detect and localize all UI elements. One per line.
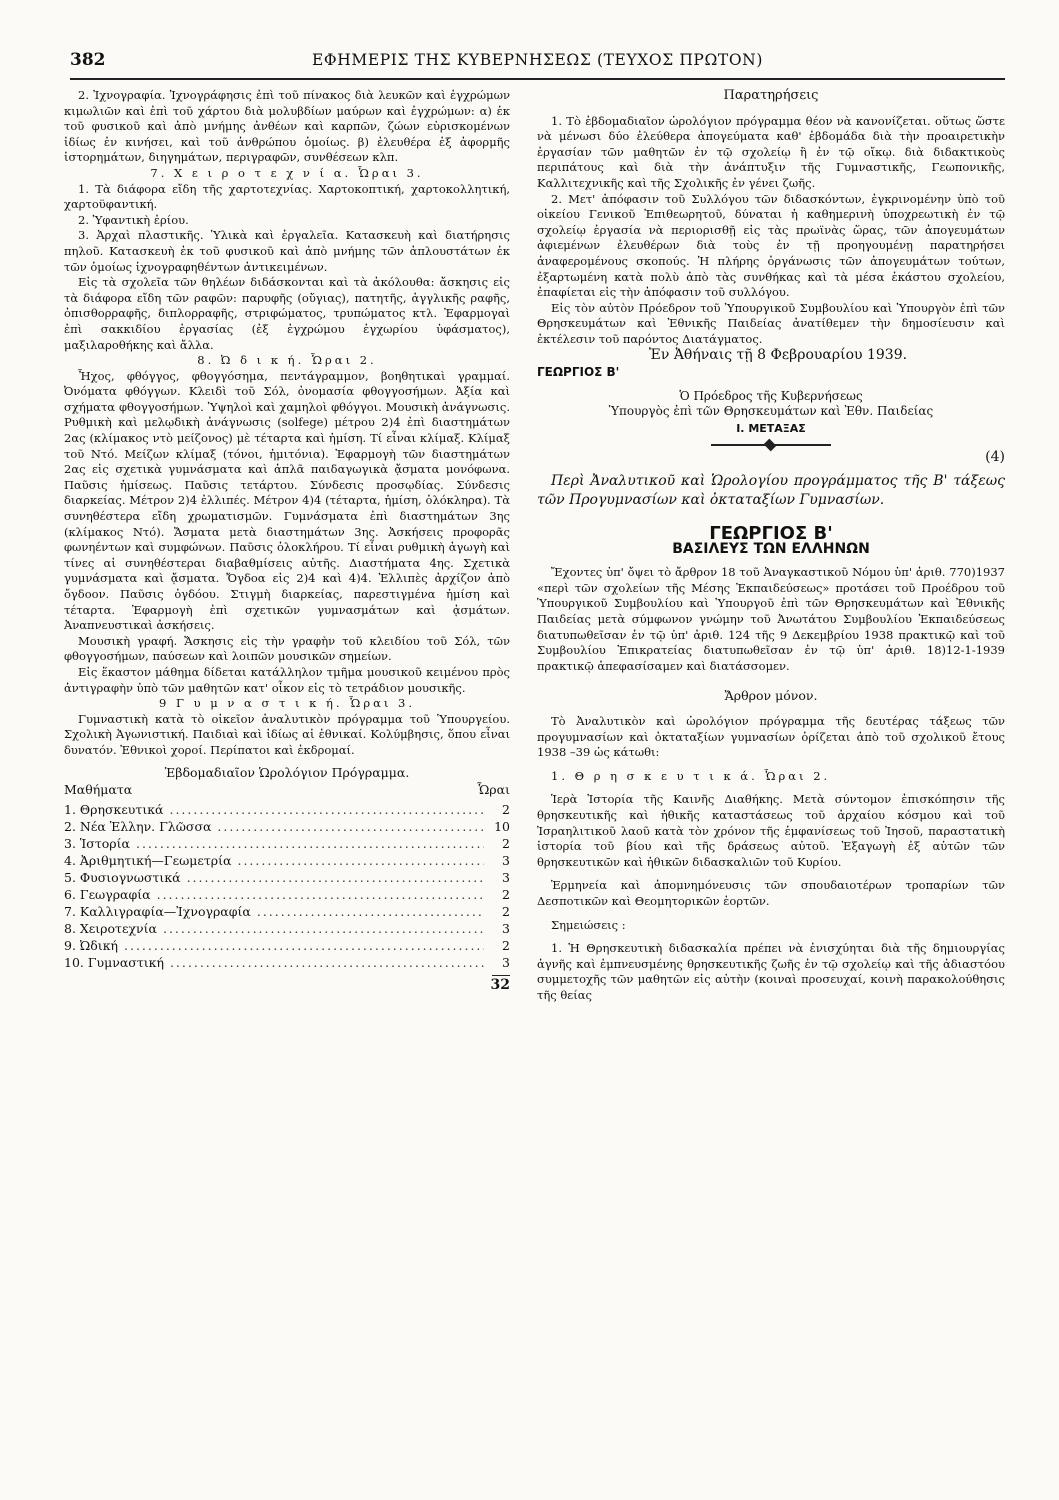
hours-cell: 2 — [502, 835, 510, 851]
drawing-paragraph: 2. Ἰχνογραφία. Ἰχνογράφησις ἐπὶ τοῦ πίνακος διὰ λευκῶν καὶ ἐγχρώμων κιμωλιῶν καὶ ἐπὶ τοῦ χάρτου διὰ μολυβδίων μαύρων καὶ ἐγχρώμων: α) ἐκ τοῦ φυσικοῦ καὶ ἀπὸ μνήμης ἀνθέων καὶ καρπῶν, ζώων εὑρισκομένων ἰδίως ἐν κινήσει, καὶ τοῦ ἀνθρώπου ὁμοίως. β) ἐλευθέρα ἐξ ἀφορμῆς ἱστορημάτων, διηγημάτων, περιγραφῶν, συνθέσεων κλπ. — [64, 88, 510, 165]
table-row — [64, 903, 510, 920]
subject-cell: 3. Ἱστορία — [64, 835, 130, 851]
table-row — [64, 954, 510, 971]
subject-cell: 7. Καλλιγραφία—Ἰχνογραφία — [64, 903, 251, 919]
leader-dots — [169, 801, 484, 818]
assignment-paragraph: Εἰς τὸν αὐτὸν Πρόεδρον τοῦ Ὑπουργικοῦ Συμβουλίου καὶ Ὑπουργὸν ἐπὶ τῶν Θρησκευμάτων καὶ Ἐθνικῆς Παιδείας ἀνατίθεμεν τὴν δημοσίευσιν καὶ ἐκτέλεσιν τοῦ παρόντος Διατάγματος. — [537, 300, 1005, 346]
subject-cell: 9. Ὠδική — [64, 937, 118, 953]
leader-dots — [124, 937, 484, 954]
remarks-title: Παρατηρήσεις — [723, 88, 819, 103]
leader-dots — [163, 920, 484, 937]
remark-1: 1. Τὸ ἑβδομαδιαῖον ὡρολόγιον πρόγραμμα θέον νὰ κανονίζεται. οὕτως ὥστε νὰ μένωσι δύο ἐλεύθερα ἀπογεύματα καθ' ἑβδομάδα διὰ τὴν προαιρετικὴν ἐργασίαν τῶν μαθητῶν ἐν τῷ σχολείῳ ἢ ἐν τῷ οἴκῳ. διὰ διδακτικοὺς περιπάτους καὶ διὰ τὴν ἀνάπτυξιν τῆς Γυμναστικῆς, Γεωπονικῆς, Καλλιτεχνικῆς καὶ τῆς Σχολικῆς ἐν γένει ζωῆς. — [537, 113, 1005, 190]
leader-dots — [217, 818, 484, 835]
table-row — [64, 937, 510, 954]
hours-cell: 2 — [502, 903, 510, 919]
decree-date: Ἐν Ἀθήναις τῇ 8 Φεβρουαρίου 1939. — [648, 346, 908, 363]
music-writing-paragraph: Μουσικὴ γραφή. Ἄσκησις εἰς τὴν γραφὴν τοῦ κλειδίου τοῦ Σόλ, τῶν φθογγοσήμων, παύσεων καὶ λοιπῶν μουσικῶν σημείων. — [64, 633, 510, 664]
signer-name: Ι. ΜΕΤΑΞΑΣ — [736, 421, 806, 435]
hours-cell: 10 — [494, 818, 510, 834]
gymnastics-heading: 9 Γ υ μ ν α σ τ ι κ ή. Ὧραι 3. — [159, 696, 415, 711]
right-column — [537, 88, 1005, 1004]
handicraft-paper: 1. Τὰ διάφορα εἴδη τῆς χαρτοτεχνίας. Χαρτοκοπτική, χαρτοκολλητική, χαρτοϋφαντική. — [64, 181, 510, 212]
table-row — [64, 852, 510, 869]
hours-cell: 3 — [502, 954, 510, 970]
total-rule — [492, 975, 510, 976]
music-homework-paragraph: Εἰς ἕκαστον μάθημα δίδεται κατάλληλον τμῆμα μουσικοῦ κειμένου πρὸς ἀντιγραφὴν ὑπὸ τῶν μαθητῶν κατ' οἶκον εἰς τὸ τετράδιον μουσικῆς. — [64, 664, 510, 695]
left-column — [64, 88, 510, 993]
table-row — [64, 869, 510, 886]
schedule-subject-header: Μαθήματα — [64, 782, 133, 798]
signer-role-1: Ὁ Πρόεδρος τῆς Κυβερνήσεως — [679, 388, 863, 403]
remark-2: 2. Μετ' ἀπόφασιν τοῦ Συλλόγου τῶν διδασκόντων, ἐγκρινομένην ὑπὸ τοῦ οἰκείου Γενικοῦ Ἐπιθεωρητοῦ, δύναται ἡ καθημερινὴ ὑποχρεωτικὴ ἐν τῷ σχολείῳ ἐργασία νὰ περιορισθῇ εἰς τὰς πρωϊνὰς ὥρας, τῶν ἀπογευμάτων ἀφιεμένων ἐλευθέρων διὰ τοὺς ἐν τῇ προηγουμένῃ παρατηρήσει ἀναφερομένους σκοπούς. Ἡ πλήρης ὀργάνωσις τῶν ἀπογευμάτων τούτων, ἐξαρτωμένη κατὰ πολὺ ἀπὸ τὰς συνθήκας καὶ τὰ μέσα ἑκάστου σχολείου, ἐπαφίεται εἰς τὴν ἀπόφασιν τοῦ συλλόγου. — [537, 191, 1005, 300]
hours-cell: 3 — [502, 852, 510, 868]
schedule-title: Ἑβδομαδιαῖον Ὡρολόγιον Πρόγραμμα. — [164, 764, 410, 780]
leader-dots — [170, 954, 484, 971]
section-divider — [711, 444, 831, 446]
girls-schools-paragraph: Εἰς τὰ σχολεῖα τῶν θηλέων διδάσκονται καὶ τὰ ἀκόλουθα: ἄσκησις εἰς τὰ διάφορα εἴδη τῶν ραφῶν: παρυφῆς (οὔγιας), πατητῆς, ἀγγλικῆς ραφῆς, ὀπισθορραφῆς, διπλορραφῆς, στριφώματος, τρυπώματος κτλ. Ἐφαρμογαὶ ἐπὶ σακκιδίου ἐργασίας (ἐξ ἐγχρώμου ἐγχωρίου ὑφάσματος), μαξιλαροθήκης καὶ ἄλλα. — [64, 275, 510, 352]
preamble-paragraph: Ἔχοντες ὑπ' ὄψει τὸ ἄρθρον 18 τοῦ Ἀναγκαστικοῦ Νόμου ὑπ' ἀριθ. 770)1937 «περὶ τῶν σχολείων τῆς Μέσης Ἐκπαιδεύσεως» προτάσει τοῦ Προέδρου τοῦ Ὑπουργικοῦ Συμβουλίου καὶ Ὑπουργοῦ ἐπὶ τῶν Θρησκευμάτων καὶ Ἐθνικῆς Παιδείας μετὰ σύμφωνον γνώμην τοῦ Ἀνωτάτου Συμβουλίου Ἐκπαιδεύσεως διατυπωθεῖσαν ἐν τῷ ὑπ' ἀριθ. 124 τῆς 9 Δεκεμβρίου 1938 πρακτικῷ καὶ τοῦ Συμβουλίου Ἐπικρατείας διατυπωθεῖσαν ἐν τῷ ὑπ' ἀριθ. 18)12-1-1939 πρακτικῷ ἀπεφασίσαμεν καὶ διατάσσομεν. — [537, 565, 1005, 673]
hours-cell: 2 — [502, 886, 510, 902]
note-1: 1. Ἡ Θρησκευτικὴ διδασκαλία πρέπει νὰ ἐνισχύηται διὰ τῆς δημιουργίας ἁγνῆς καὶ ἐμπνευσμένης θρησκευτικῆς ζωῆς ἐν τῷ σχολείῳ καὶ τῆς ἀδιαστόου συμμετοχῆς τῶν μαθητῶν εἰς αὐτὴν (κοιναὶ προσευχαί, κοινὴ παρακολούθησις τῆς θείας — [537, 941, 1005, 1002]
table-row — [64, 801, 510, 818]
music-paragraph: Ἦχος, φθόγγος, φθογγόσημα, πεντάγραμμον, βοηθητικαὶ γραμμαί. Ὀνόματα φθόγγων. Κλειδὶ τοῦ Σόλ, ὀνομασία φθογγοσήμων. Ἀξία καὶ σχήματα φθογγοσήμων. Ὑψηλοὶ καὶ χαμηλοὶ φθόγγοι. Μουσικὴ ἀνάγνωσις. Ρυθμικὴ καὶ μελῳδικὴ ἀνάγνωσις (solfege) μέτρου 2)4 ἐπὶ διαστημάτων 2ας (κλίμακος ντὸ μείζονος) μὲ τέταρτα καὶ ἡμίση. Τί εἶναι κλίμαξ. Κλίμαξ τοῦ Ντό. Μείζων κλίμαξ (τόνοι, ἡμιτόνια). Ἐφαρμογὴ τῶν διαστημάτων 2ας εἰς σχετικὰ γυμνάσματα καὶ ἁπλᾶ παιδαγωγικὰ ᾄσματα μονόφωνα. Παῦσις ἡμίσεως. Παῦσις τετάρτου. Σύνδεσις προσῳδίας. Σύνδεσις διαρκείας. Μέτρον 2)4 ἐλλιπές. Μέτρον 4)4 (τέταρτα, ἡμίση, ὁλόκληρα). Τὰ συνηθέστερα εἴδη χρωματισμῶν. Γυμνάσματα ἐπὶ διαστημάτων 3ης (κλίμακος Ντό). Ἄσματα μετὰ διαστημάτων 3ης. Ἀσκήσεις προφορᾶς φωνηέντων καὶ συμφώνων. Παῦσις ὁλοκλήρου. Τί εἶναι ρυθμικὴ ἀγωγὴ καὶ τίνες αἱ συνηθέστεραι διαβαθμίσεις αὐτῆς. Διαστήματα 4ης. Σχετικὰ γυμνάσματα καὶ ᾄσματα. Ὄγδοα εἰς 2)4 καὶ 4)4. Ἐλλιπὲς ἀρχίζον ἀπὸ ὄγδοον. Παῦσις ὀγδόου. Στιγμὴ διαρκείας, παρεστιγμένα ἡμίση καὶ τέταρτα. Ἐφαρμογὴ ἐπὶ σχετικῶν γυμνασμάτων καὶ ᾀσμάτων. Ἀναπνευστικαὶ ἀσκήσεις. — [64, 368, 510, 633]
hours-cell: 2 — [502, 801, 510, 817]
king-subheading: ΒΑΣΙΛΕΥΣ ΤΩΝ ΕΛΛΗΝΩΝ — [672, 540, 870, 557]
king-heading: ΓΕΩΡΓΙΟΣ Β' — [709, 523, 833, 545]
music-heading: 8. Ὠ δ ι κ ή. Ὧραι 2. — [197, 353, 377, 368]
religion-heading: 1. Θ ρ η σ κ ε υ τ ι κ ά. Ὧραι 2. — [551, 768, 831, 783]
decree-title: Περὶ Ἀναλυτικοῦ καὶ Ὡρολογίου προγράμματος τῆς Β' τάξεως τῶν Προγυμνασίων καὶ ὀκταταξίων Γυμνασίων. — [537, 473, 1005, 509]
leader-dots — [157, 886, 484, 903]
subject-cell: 10. Γυμναστική — [64, 954, 164, 970]
article-heading: Ἄρθρον μόνον. — [724, 688, 818, 704]
subject-cell: 5. Φυσιογνωστικά — [64, 869, 181, 885]
gymnastics-paragraph: Γυμναστικὴ κατὰ τὸ οἰκεῖον ἀναλυτικὸν πρόγραμμα τοῦ Ὑπουργείου. Σχολικὴ Ἀγωνιστική. Παιδιαὶ καὶ ἰδίως αἱ ἐθνικαί. Κολύμβησις, ὅπου εἶναι δυνατόν. Ἐθνικοὶ χοροί. Περίπατοι καὶ ἐκδρομαί. — [64, 711, 510, 757]
table-row — [64, 920, 510, 937]
schedule-hours-header: Ὧραι — [477, 782, 510, 798]
schedule-header-row — [64, 782, 510, 798]
weekly-schedule-table — [64, 765, 510, 994]
signer-role-2: Ὑπουργὸς ἐπὶ τῶν Θρησκευμάτων καὶ Ἐθν. Παιδείας — [608, 404, 934, 419]
gazette-title: ΕΦΗΜΕΡΙΣ ΤΗΣ ΚΥΒΕΡΝΗΣΕΩΣ (ΤΕΥΧΟΣ ΠΡΩΤΟΝ) — [312, 51, 763, 69]
hours-cell: 2 — [502, 937, 510, 953]
page-header — [70, 46, 1005, 80]
handicraft-plastic: 3. Ἀρχαὶ πλαστικῆς. Ὑλικὰ καὶ ἐργαλεῖα. Κατασκευὴ καὶ διατήρησις πηλοῦ. Κατασκευὴ ἐκ τοῦ φυσικοῦ καὶ ἀπὸ μνήμης τῶν ἁπλουστάτων ἐκ τῶν ὁμοίως ἰχνογραφηθέντων ἀντικειμένων. — [64, 228, 510, 274]
handicraft-weaving: 2. Ὑφαντικὴ ἐρίου. — [78, 212, 189, 227]
king-signature: ΓΕΩΡΓΙΟΣ Β' — [537, 365, 620, 380]
handicraft-heading: 7. Χ ε ι ρ ο τ ε χ ν ί α. Ὧραι 3. — [150, 165, 424, 180]
subject-cell: 1. Θρησκευτικά — [64, 801, 164, 817]
subject-cell: 8. Χειροτεχνία — [64, 920, 157, 936]
religion-paragraph: Ἱερὰ Ἱστορία τῆς Καινῆς Διαθήκης. Μετὰ σύντομον ἐπισκόπησιν τῆς θρησκευτικῆς καὶ ἠθικῆς καταστάσεως τοῦ ἀρχαίου κόσμου καὶ τοῦ Ἰσραηλιτικοῦ λαοῦ κατὰ τὸν χρόνον τῆς ἐμφανίσεως τοῦ Ἰησοῦ, παραστατικὴ ἱστορία τοῦ βίου καὶ τῆς δράσεως αὐτοῦ. Ἐξαγωγὴ ἐξ αὐτῶν τῶν θρησκευτικῶν καὶ ἠθικῶν διδασκαλιῶν τοῦ Κυρίου. — [537, 792, 1005, 869]
subject-cell: 6. Γεωγραφία — [64, 886, 151, 902]
hymns-paragraph: Ἑρμηνεία καὶ ἀπομνημόνευσις τῶν σπουδαιοτέρων τροπαρίων τῶν Δεσποτικῶν καὶ Θεομητορικῶν ἑορτῶν. — [537, 878, 1005, 908]
schedule-total: 32 — [490, 976, 510, 993]
subject-cell: 4. Ἀριθμητική—Γεωμετρία — [64, 852, 232, 868]
table-row — [64, 886, 510, 903]
subject-cell: 2. Νέα Ἑλλην. Γλῶσσα — [64, 818, 212, 834]
page-number: 382 — [70, 50, 106, 70]
notes-heading: Σημειώσεις : — [551, 917, 626, 932]
leader-dots — [257, 903, 484, 920]
hours-cell: 3 — [502, 920, 510, 936]
article-paragraph: Τὸ Ἀναλυτικὸν καὶ ὡρολόγιον πρόγραμμα τῆς δευτέρας τάξεως τῶν προγυμνασίων καὶ ὀκταταξίων γυμνασίων ὁρίζεται ἀπὸ τοῦ σχολικοῦ ἔτους 1938 –39 ὡς κάτωθι: — [537, 714, 1005, 760]
leader-dots — [136, 835, 484, 852]
leader-dots — [237, 852, 484, 869]
table-row — [64, 835, 510, 852]
leader-dots — [187, 869, 484, 886]
decree-number: (4) — [985, 449, 1005, 466]
table-row — [64, 818, 510, 835]
hours-cell: 3 — [502, 869, 510, 885]
